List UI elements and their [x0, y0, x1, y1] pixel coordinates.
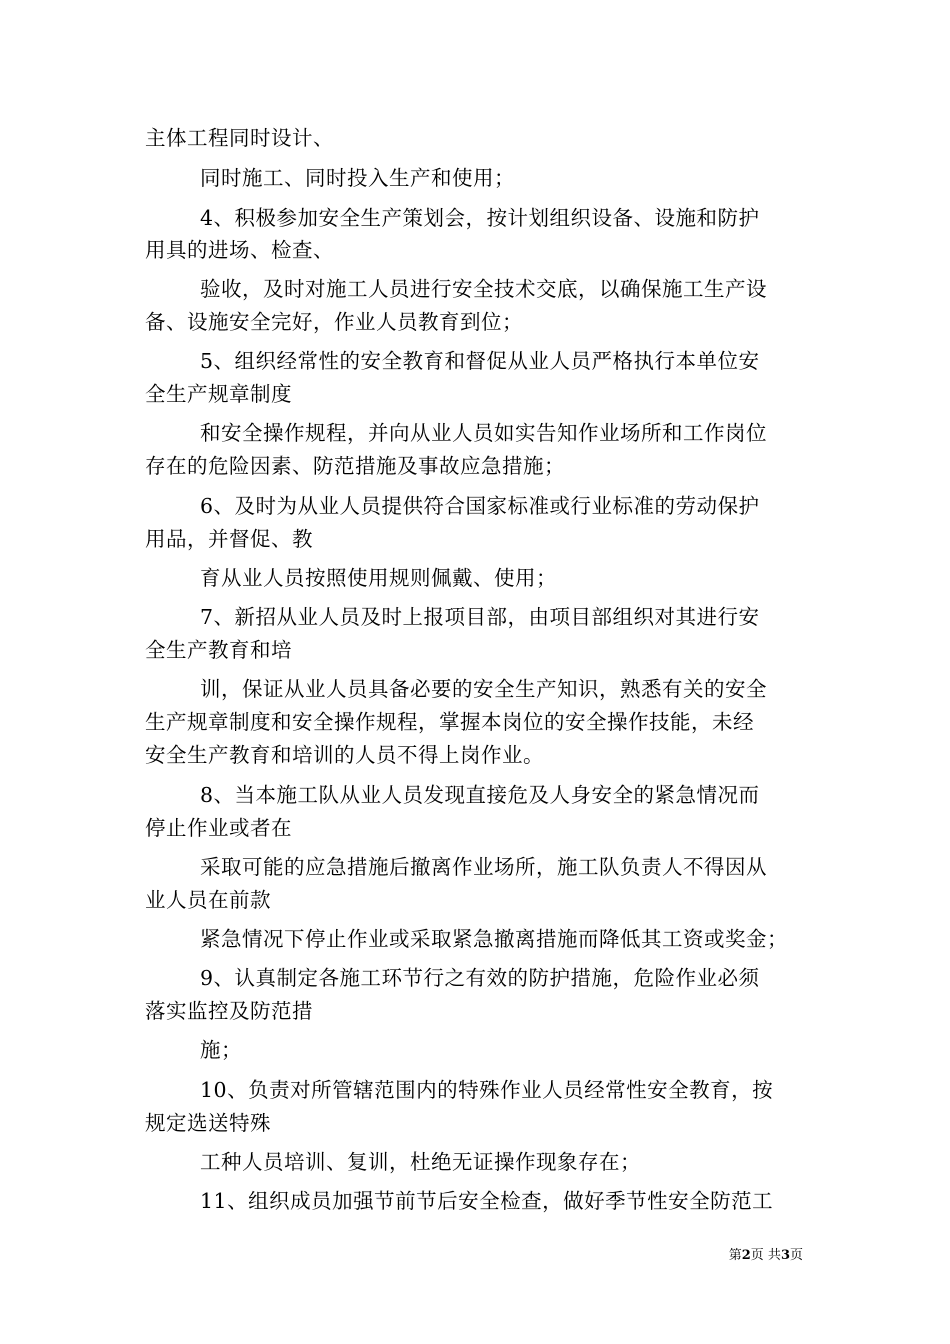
paragraph-line: 4、积极参加安全生产策划会，按计划组织设备、设施和防护: [200, 206, 760, 230]
paragraph-line: 8、当本施工队从业人员发现直接危及人身安全的紧急情况而: [200, 783, 760, 807]
paragraph-line: 停止作业或者在: [145, 816, 292, 840]
paragraph-line: 6、及时为从业人员提供符合国家标准或行业标准的劳动保护: [200, 494, 760, 518]
paragraph-line: 11、组织成员加强节前节后安全检查，做好季节性安全防范工: [200, 1189, 774, 1213]
footer-suffix: 页: [789, 1248, 803, 1263]
paragraph-line: 生产规章制度和安全操作规程，掌握本岗位的安全操作技能，未经: [145, 710, 754, 734]
paragraph-line: 安全生产教育和培训的人员不得上岗作业。: [145, 743, 544, 767]
paragraph-line: 验收，及时对施工人员进行安全技术交底，以确保施工生产设: [200, 277, 767, 301]
paragraph-line: 训，保证从业人员具备必要的安全生产知识，熟悉有关的安全: [200, 677, 767, 701]
paragraph-line: 施；: [200, 1038, 242, 1062]
paragraph-line: 主体工程同时设计、: [145, 126, 334, 150]
paragraph-line: 5、组织经常性的安全教育和督促从业人员严格执行本单位安: [200, 349, 760, 373]
paragraph-line: 9、认真制定各施工环节行之有效的防护措施，危险作业必须: [200, 966, 760, 990]
paragraph-line: 和安全操作规程，并向从业人员如实告知作业场所和工作岗位: [200, 421, 767, 445]
paragraph-line: 工种人员培训、复训，杜绝无证操作现象存在；: [200, 1150, 641, 1174]
paragraph-line: 备、设施安全完好，作业人员教育到位；: [145, 310, 523, 334]
paragraph-line: 用品，并督促、教: [145, 527, 313, 551]
paragraph-line: 全生产规章制度: [145, 382, 292, 406]
paragraph-line: 存在的危险因素、防范措施及事故应急措施；: [145, 454, 565, 478]
paragraph-line: 7、新招从业人员及时上报项目部，由项目部组织对其进行安: [200, 605, 760, 629]
paragraph-line: 全生产教育和培: [145, 638, 292, 662]
paragraph-line: 业人员在前款: [145, 888, 271, 912]
paragraph-line: 采取可能的应急措施后撤离作业场所，施工队负责人不得因从: [200, 855, 767, 879]
footer-total-pages: 3: [780, 1248, 790, 1263]
footer-middle: 页 共: [750, 1248, 781, 1263]
paragraph-line: 落实监控及防范措: [145, 999, 313, 1023]
paragraph-line: 紧急情况下停止作业或采取紧急撤离措施而降低其工资或奖金；: [200, 927, 788, 951]
paragraph-line: 用具的进场、检查、: [145, 238, 334, 262]
footer-current-page: 2: [741, 1248, 751, 1263]
page-footer: [729, 1248, 803, 1264]
footer-prefix: 第: [728, 1248, 742, 1263]
paragraph-line: 规定选送特殊: [145, 1111, 271, 1135]
paragraph-line: 同时施工、同时投入生产和使用；: [200, 166, 515, 190]
paragraph-line: 10、负责对所管辖范围内的特殊作业人员经常性安全教育，按: [200, 1078, 774, 1102]
paragraph-line: 育从业人员按照使用规则佩戴、使用；: [200, 566, 557, 590]
